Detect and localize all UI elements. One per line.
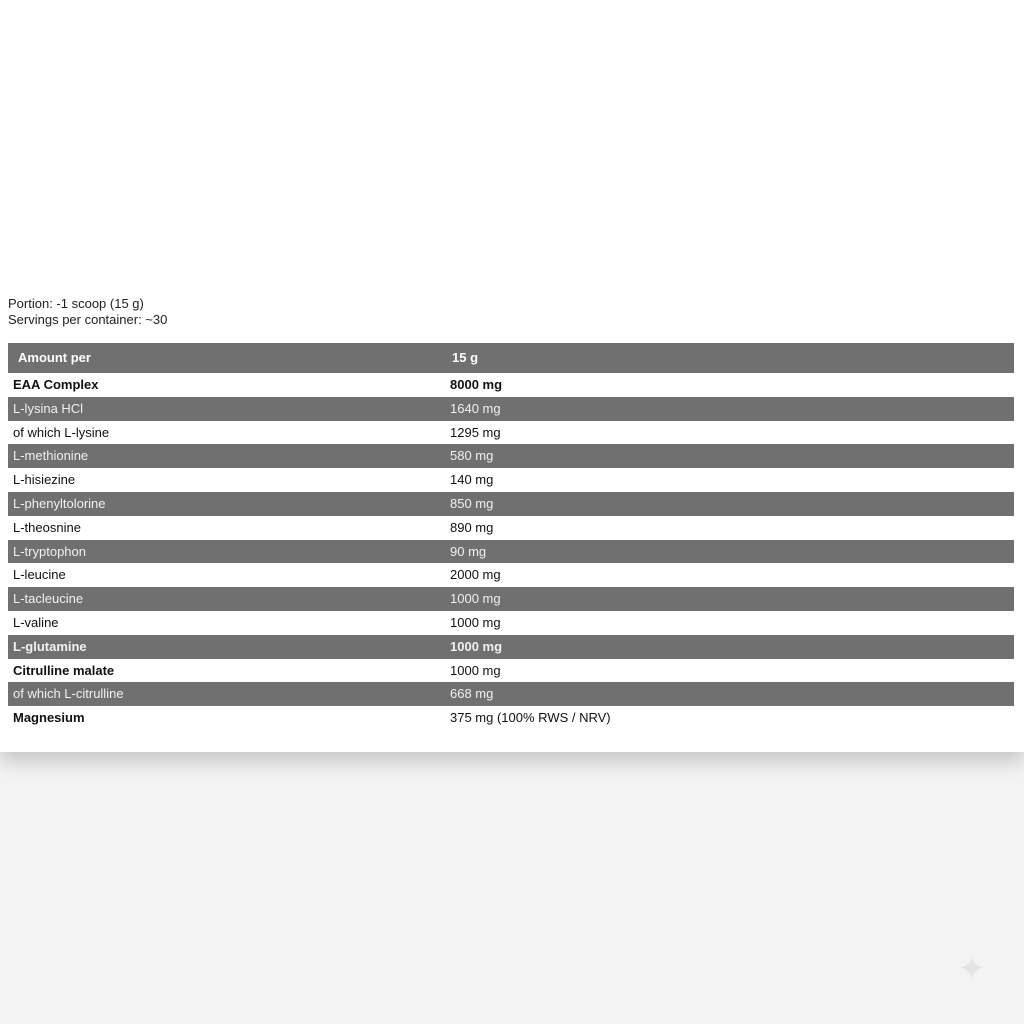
table-row [8,492,1014,516]
table-header-row [8,343,1014,373]
nutrient-amount: 140 mg [445,468,1014,492]
table-row [8,706,1014,730]
nutrient-amount: 1000 mg [445,611,1014,635]
nutrient-name: L-lysina HCl [8,397,445,421]
nutrient-amount: 1000 mg [445,635,1014,659]
nutrient-amount: 1000 mg [445,659,1014,683]
nutrient-name: Magnesium [8,706,445,730]
nutrient-amount: 1000 mg [445,587,1014,611]
servings-text: Servings per container: ~30 [8,312,168,327]
table-row [8,397,1014,421]
nutrient-amount: 375 mg (100% RWS / NRV) [445,706,1014,730]
nutrient-name: L-tryptophon [8,540,445,564]
nutrient-amount: 580 mg [445,444,1014,468]
nutrient-name: L-tacleucine [8,587,445,611]
nutrient-name: Citrulline malate [8,659,445,683]
nutrition-table [8,343,1014,730]
nutrient-name: L-hisiezine [8,468,445,492]
nutrient-amount: 8000 mg [445,373,1014,397]
nutrient-amount: 890 mg [445,516,1014,540]
table-row [8,682,1014,706]
nutrient-name: L-methionine [8,444,445,468]
portion-text: Portion: -1 scoop (15 g) [8,296,144,311]
table-row [8,516,1014,540]
nutrient-amount: 1295 mg [445,421,1014,445]
nutrient-name: L-phenyltolorine [8,492,445,516]
nutrient-amount: 668 mg [445,682,1014,706]
header-label: Amount per [8,343,445,373]
nutrient-name: of which L-lysine [8,421,445,445]
nutrient-name: of which L-citrulline [8,682,445,706]
table-row [8,444,1014,468]
nutrient-amount: 1640 mg [445,397,1014,421]
table-body [8,373,1014,730]
table-row [8,635,1014,659]
nutrient-name: L-glutamine [8,635,445,659]
sparkle-icon: ✦ [957,950,986,988]
nutrient-name: L-valine [8,611,445,635]
serving-info [8,296,167,328]
table-row [8,468,1014,492]
nutrient-name: L-leucine [8,563,445,587]
table-row [8,611,1014,635]
table-row [8,421,1014,445]
nutrient-name: EAA Complex [8,373,445,397]
nutrient-amount: 2000 mg [445,563,1014,587]
table-row [8,659,1014,683]
header-value: 15 g [445,343,1014,373]
table-row [8,540,1014,564]
nutrient-amount: 90 mg [445,540,1014,564]
table-row [8,587,1014,611]
table-row [8,563,1014,587]
table-row [8,373,1014,397]
nutrient-name: L-theosnine [8,516,445,540]
nutrient-amount: 850 mg [445,492,1014,516]
